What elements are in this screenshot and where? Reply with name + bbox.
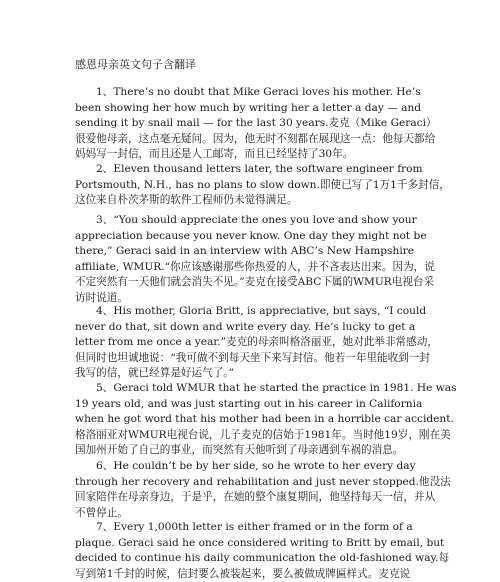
paragraph-line: 3、“You should appreciate the ones you love and show your	[96, 214, 417, 226]
document-title: 感恩母亲英文句子含翻译	[75, 58, 196, 71]
paragraph-line: 我写的信，就已经算是好运气了。”	[75, 367, 235, 380]
paragraph-line: 国加州开始了自己的事业，而突然有天他听到了母亲遇到车祸的消息。	[75, 444, 404, 457]
paragraph-line: 妈妈写一封信，而且还是人工邮寄，而且已经坚持了30年。	[75, 148, 354, 161]
paragraph-line: appreciation because you never know. One day they might not be	[75, 229, 427, 242]
paragraph-1	[75, 85, 437, 163]
paragraph-3	[75, 213, 437, 307]
paragraph-line: 写到第1千封的时候，信封要么被装起来，要么被做成牌匾样式。麦克说	[75, 567, 411, 580]
paragraph-line: 很爱他母亲，这点毫无疑问。因为，他无时不刻都在展现这一点：他每天都给	[75, 132, 436, 145]
paragraph-line: 回家陪伴在母亲身边，于是乎，在她的整个康复期间，他坚持每天一信，并从	[75, 491, 436, 504]
paragraph-line: letter from me once a year.”麦克的母亲叫格洛丽亚，她对此举非常感动，	[75, 336, 438, 349]
paragraph-line: there,” Geraci said in an interview with ABC’s New Hampshire	[75, 245, 415, 258]
paragraph-2	[75, 162, 450, 209]
paragraph-line: affiliate, WMUR.“你应该感谢那些你热爱的人，并不吝表达出来。因为，说	[75, 260, 435, 273]
paragraph-line: sending it by snail mail — for the last 30 years.麦克（Mike Geraci）	[75, 117, 437, 130]
paragraph-line: 4、His mother, Gloria Britt, is appreciative, but says, “I could	[96, 305, 427, 317]
paragraph-line: 不曾停止。	[75, 506, 128, 519]
paragraph-line: 5、Geraci told WMUR that he started the practice in 1981. He was	[96, 382, 457, 394]
paragraph-line: 访时说道。	[75, 291, 128, 304]
paragraph-5	[75, 381, 457, 459]
paragraph-line: 7、Every 1,000th letter is either framed or in the form of a	[96, 521, 413, 533]
paragraph-line: decided to continue his daily communication the old-fashioned way.每	[75, 552, 450, 565]
paragraph-line: been showing her how much by writing her a letter a day — and	[75, 101, 422, 114]
paragraph-line: 格洛丽亚对WMUR电视台说，儿子麦克的信始于1981年。当时他19岁，刚在美	[75, 428, 451, 441]
paragraph-line: 6、He couldn’t be by her side, so he wrote to her every day	[96, 460, 416, 472]
paragraph-line: 但同时也坦诚地说：“我可做不到每天坐下来写封信。他若一年里能收到一封	[75, 351, 431, 364]
paragraph-line: 19 years old, and was just starting out in his career in California	[75, 397, 423, 410]
paragraph-line: 不定突然有一天他们就会消失不见。”麦克在接受ABC下属的WMUR电视台采	[75, 276, 435, 289]
paragraph-line: plaque. Geraci said he once considered writing to Britt by email, but	[75, 536, 445, 549]
paragraph-6	[75, 459, 451, 521]
paragraph-line: 2、Eleven thousand letters later, the software engineer from	[96, 163, 423, 175]
paragraph-7	[75, 520, 450, 582]
paragraph-line: 1、There’s no doubt that Mike Geraci loves his mother. He’s	[96, 86, 421, 98]
paragraph-line: never do that, sit down and write every day. He’s lucky to get a	[75, 320, 416, 333]
paragraph-line: when he got word that his mother had been in a horrible car accident.	[75, 413, 454, 426]
paragraph-line: Portsmouth, N.H., has no plans to slow down.即使已写了1万1千多封信，	[75, 178, 450, 191]
paragraph-line: through her recovery and rehabilitation and just never stopped.他没法	[75, 475, 451, 488]
paragraph-4	[75, 304, 437, 382]
paragraph-line: 这位来自朴茨茅斯的软件工程师仍未觉得满足。	[75, 194, 298, 207]
